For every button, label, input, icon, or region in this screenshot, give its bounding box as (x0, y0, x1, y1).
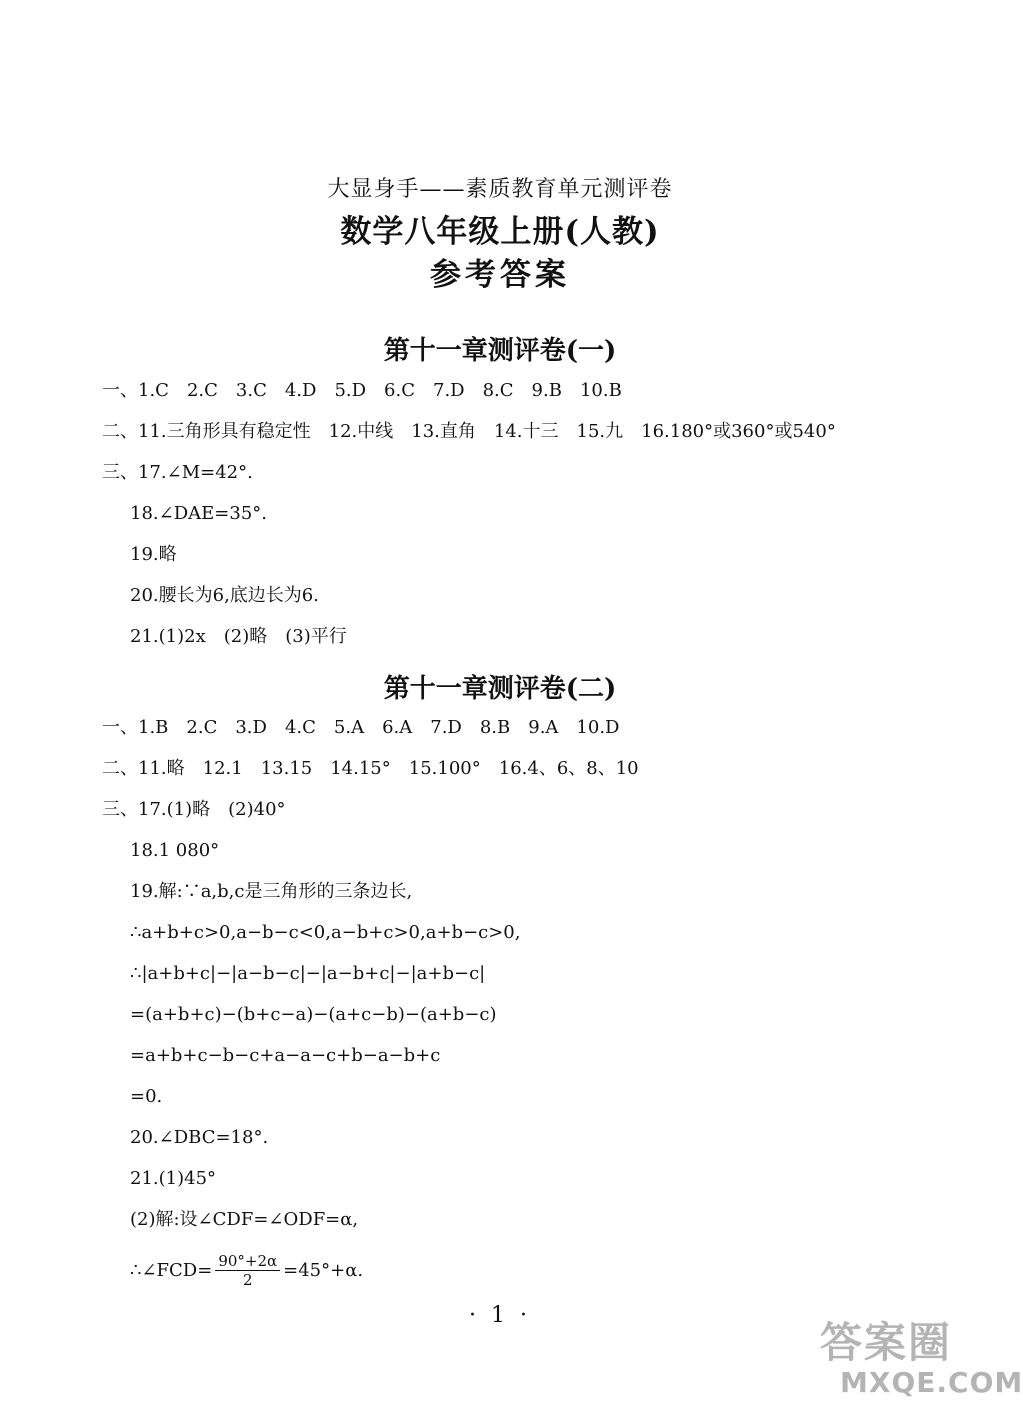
answer-line: =(a+b+c)−(b+c−a)−(a+c−b)−(a+b−c) (130, 1004, 497, 1025)
fraction-answer-line (130, 1252, 363, 1289)
answer-line: 二、11.三角形具有稳定性 12.中线 13.直角 14.十三 15.九 16.180°或360°或540° (102, 421, 836, 442)
answer-line: 一、1.C 2.C 3.C 4.D 5.D 6.C 7.D 8.C 9.B 10.B (102, 380, 622, 401)
answer-line: 三、17.(1)略 (2)40° (102, 799, 286, 820)
section-title-2: 第十一章测评卷(二) (383, 674, 617, 704)
answer-line: =0. (130, 1086, 163, 1107)
answers-title: 参考答案 (430, 257, 570, 293)
fraction-denominator: 2 (242, 1271, 253, 1289)
fraction-suffix: =45°+α. (283, 1259, 364, 1281)
fraction-prefix: ∴∠FCD= (130, 1259, 213, 1281)
page-number: · 1 · (469, 1303, 531, 1328)
answer-line: 19.解:∵a,b,c是三角形的三条边长, (130, 881, 413, 902)
answer-line: 21.(1)2x (2)略 (3)平行 (130, 626, 347, 647)
answer-line: =a+b+c−b−c+a−a−c+b−a−b+c (130, 1045, 441, 1066)
answer-line: 18.1 080° (130, 840, 220, 861)
answer-line: ∴a+b+c>0,a−b−c<0,a−b+c>0,a+b−c>0, (130, 922, 521, 943)
watermark-text: 答案圈 (820, 1318, 953, 1367)
watermark-url: MXQE.COM (840, 1366, 1023, 1399)
subject-title: 数学八年级上册(人教) (340, 214, 660, 250)
answer-line: 21.(1)45° (130, 1168, 217, 1189)
section-title-1: 第十一章测评卷(一) (383, 336, 617, 366)
fraction-numerator: 90°+2α (215, 1252, 280, 1271)
answer-line: 20.∠DBC=18°. (130, 1127, 269, 1148)
answer-line: 一、1.B 2.C 3.D 4.C 5.A 6.A 7.D 8.B 9.A 10.D (102, 717, 620, 738)
fraction (215, 1252, 280, 1289)
watermark-logo (820, 1310, 1023, 1410)
answer-line: 19.略 (130, 544, 177, 565)
answer-line: 三、17.∠M=42°. (102, 462, 253, 483)
answer-line: 18.∠DAE=35°. (130, 503, 267, 524)
series-title: 大显身手——素质教育单元测评卷 (327, 177, 673, 202)
answer-line: (2)解:设∠CDF=∠ODF=α, (130, 1209, 359, 1230)
answer-line: 20.腰长为6,底边长为6. (130, 585, 319, 606)
answer-line: 二、11.略 12.1 13.15 14.15° 15.100° 16.4、6、8、10 (102, 758, 639, 779)
answer-line: ∴|a+b+c|−|a−b−c|−|a−b+c|−|a+b−c| (130, 963, 486, 984)
